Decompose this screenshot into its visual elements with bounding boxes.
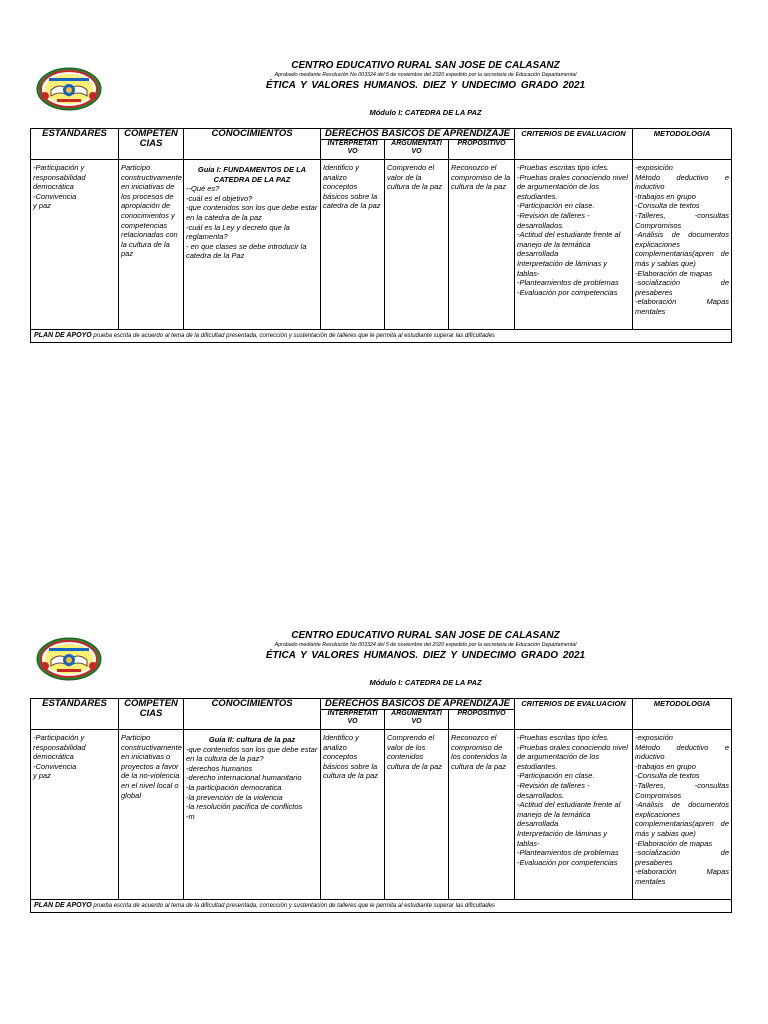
criterio-line: -Participación en clase. [517, 771, 595, 781]
estandar-line: -Convivencia [33, 191, 77, 201]
school-name: CENTRO EDUCATIVO RURAL SAN JOSE DE CALASANZ [291, 630, 560, 641]
conocimiento-line: -cuál es el objetivo? [186, 193, 253, 203]
header-criterios: CRITERIOS DE EVALUACION [515, 129, 633, 160]
module-title: Módulo I: CATEDRA DE LA PAZ [369, 108, 482, 117]
criterio-line: -Actitud del estudiante frente al manejo de la temática desarrollada [517, 800, 621, 829]
criterio-line: -Evaluación por competencias [517, 857, 618, 867]
header-argumentativo: ARGUMENTATI VO [385, 710, 449, 730]
cell-argumentativo: Comprendo el valor de la cultura de la paz [385, 160, 449, 330]
header-argumentativo: ARGUMENTATI VO [385, 140, 449, 160]
estandar-line: -Participación y responsabilidad democrática [33, 733, 86, 762]
plan-apoyo-label: PLAN DE APOYO [34, 332, 92, 339]
metodologia-line: -Análisis de documentos explicaciones complementarias(apren de más y sabias que) [635, 230, 729, 268]
metodologia-line: -socialización de presaberes [635, 278, 729, 297]
subject-grade: ÉTICA Y VALORES HUMANOS. DIEZ Y UNDECIMO GRADO 2021 [265, 650, 586, 661]
conocimiento-line: --Qué es? [186, 184, 220, 194]
header-propositivo: PROPOSITIVO [449, 140, 515, 160]
header-metodologia: METODOLOGIA [633, 699, 732, 730]
criterio-line: -Pruebas escritas tipo icfes. [517, 163, 610, 172]
plan-table [30, 128, 732, 343]
header-conocimientos: CONOCIMIENTOS [184, 129, 321, 160]
criterio-line: -Pruebas escritas tipo icfes. [517, 733, 610, 742]
cell-estandares [31, 160, 119, 330]
conocimiento-line: -cuál es la Ley y decreto que la reglamenta? [186, 222, 290, 242]
header-competencias: COMPETEN CIAS [119, 699, 184, 730]
header-dba: DERECHOS BASICOS DE APRENDIZAJE [321, 699, 515, 710]
cell-propositivo: Reconozco el compromiso de los contenidos la cultura de la paz [449, 730, 515, 900]
plan-apoyo-row [31, 900, 732, 913]
conocimiento-line: -derechos humanos [186, 763, 253, 773]
conocimiento-line: -que contenidos son los que debe estar en la cultura de la paz? [186, 744, 318, 764]
metodologia-line: -Consulta de textos [635, 771, 700, 781]
metodologia-line: -exposición [635, 733, 673, 742]
plan-apoyo-text: prueba escrita de acuerdo al tema de la dificultad presentada, corrección y sustentación de talleres que le permita al estudiante superar las dificultades [91, 333, 495, 339]
criterio-line: -Planteamientos de problemas [517, 278, 619, 288]
cell-conocimientos [184, 160, 321, 330]
criterio-line: -Actitud del estudiante frente al manejo de la temática desarrollada [517, 230, 621, 259]
plan-apoyo-label: PLAN DE APOYO [34, 902, 92, 909]
metodologia-line: -Talleres, -consultas Compromisos [635, 780, 729, 800]
header-dba: DERECHOS BASICOS DE APRENDIZAJE [321, 129, 515, 140]
school-name: CENTRO EDUCATIVO RURAL SAN JOSE DE CALASANZ [291, 60, 560, 71]
metodologia-line: -socialización de presaberes [635, 848, 729, 867]
guia-title: Guía I: FUNDAMENTOS DE LA CATEDRA DE LA PAZ [197, 165, 307, 184]
header-interpretativo: INTERPRETATI VO [321, 140, 385, 160]
plan-apoyo-row [31, 330, 732, 343]
criterio-line: -Participación en clase. [517, 201, 595, 211]
cell-propositivo: Reconozco el compromiso de la cultura de la paz [449, 160, 515, 330]
criterio-line: Interpretación de láminas y tablas- [517, 258, 608, 278]
metodologia-line: -Elaboración de mapas [635, 838, 713, 848]
criterio-line: -Revisión de talleres - desarrollados. [517, 780, 590, 800]
conocimiento-line: -la prevención de la violencia [186, 792, 283, 802]
metodologia-line: -exposición [635, 163, 673, 172]
subject-grade: ÉTICA Y VALORES HUMANOS. DIEZ Y UNDECIMO GRADO 2021 [265, 80, 586, 91]
plan-table [30, 698, 732, 913]
header-metodologia: METODOLOGIA [633, 129, 732, 160]
metodologia-line: Método deductivo e inductivo [635, 172, 729, 192]
cell-competencias: Participo constructivamente en iniciativas o proyectos a favor de la no-violencia en el nivel local o global [119, 730, 184, 900]
criterio-line: Interpretación de láminas y tablas- [517, 828, 608, 848]
criterio-line: -Evaluación por competencias [517, 287, 618, 297]
conocimiento-line: -la participación democratica [186, 782, 282, 792]
school-crest-logo [35, 636, 103, 682]
estandar-line: -Convivencia [33, 761, 77, 771]
conocimiento-line: -m [186, 811, 195, 821]
cell-interpretativo: Identifico y analizo conceptos básicos sobre la cultura de la paz [321, 730, 385, 900]
module-title: Módulo I: CATEDRA DE LA PAZ [369, 678, 482, 687]
estandar-line: -Participación y responsabilidad democrática [33, 163, 86, 192]
metodologia-line: -elaboración Mapas mentales [635, 867, 729, 886]
cell-metodologia [633, 160, 732, 330]
metodologia-line: -trabajos en grupo [635, 191, 696, 201]
cell-argumentativo: Comprendo el valor de los contenidos cultura de la paz [385, 730, 449, 900]
metodologia-line: -Talleres, -consultas Compromisos [635, 210, 729, 230]
cell-criterios [515, 730, 633, 900]
header-conocimientos: CONOCIMIENTOS [184, 699, 321, 730]
school-crest-logo [35, 66, 103, 112]
cell-competencias: Participo constructivamente en iniciativas de los procesos de apropiación de conocimientos y competencias relacionadas con la cultura de la paz [119, 160, 184, 330]
conocimiento-line: -derecho internacional humanitario [186, 773, 302, 783]
metodologia-line: -Elaboración de mapas [635, 268, 713, 278]
criterio-line: -Pruebas orales conociendo nivel de argumentación de los estudiantes. [517, 742, 628, 771]
cell-conocimientos [184, 730, 321, 900]
criterio-line: -Pruebas orales conociendo nivel de argumentación de los estudiantes. [517, 172, 628, 201]
conocimiento-line: - en que clases se debe introducir la catedra de la Paz [186, 241, 307, 261]
header-estandares: ESTANDARES [31, 699, 119, 730]
metodologia-line: -Consulta de textos [635, 201, 700, 211]
header-propositivo: PROPOSITIVO [449, 710, 515, 730]
header-interpretativo: INTERPRETATI VO [321, 710, 385, 730]
plan-apoyo-text: prueba escrita de acuerdo al tema de la dificultad presentada, corrección y sustentación de talleres que le permita al estudiante superar las dificultades [91, 903, 495, 909]
cell-estandares [31, 730, 119, 900]
metodologia-line: -elaboración Mapas mentales [635, 297, 729, 316]
conocimiento-line: -la resolución pacífica de conflictos [186, 802, 303, 812]
estandar-line: y paz [33, 771, 51, 781]
estandar-line: y paz [33, 201, 51, 211]
metodologia-line: -Análisis de documentos explicaciones complementarias(apren de más y sabias que) [635, 800, 729, 838]
header-competencias: COMPETEN CIAS [119, 129, 184, 160]
metodologia-line: Método deductivo e inductivo [635, 742, 729, 762]
criterio-line: -Planteamientos de problemas [517, 848, 619, 858]
cell-criterios [515, 160, 633, 330]
criterio-line: -Revisión de talleres - desarrollados. [517, 210, 590, 230]
header-criterios: CRITERIOS DE EVALUACION [515, 699, 633, 730]
metodologia-line: -trabajos en grupo [635, 761, 696, 771]
cell-metodologia [633, 730, 732, 900]
cell-interpretativo: Identifico y analizo conceptos básicos sobre la catedra de la paz [321, 160, 385, 330]
approval-note: Aprobado mediante Resolución No 003324 del 5 de noviembre del 2020 expedido por la secretaria de Educación Departamental [274, 72, 577, 78]
approval-note: Aprobado mediante Resolución No 003324 del 5 de noviembre del 2020 expedido por la secretaria de Educación Departamental [274, 642, 577, 648]
header-estandares: ESTANDARES [31, 129, 119, 160]
guia-title: Guía II: cultura de la paz [208, 735, 296, 744]
conocimiento-line: -que contenidos son los que debe estar en la catedra de la paz [186, 203, 318, 222]
